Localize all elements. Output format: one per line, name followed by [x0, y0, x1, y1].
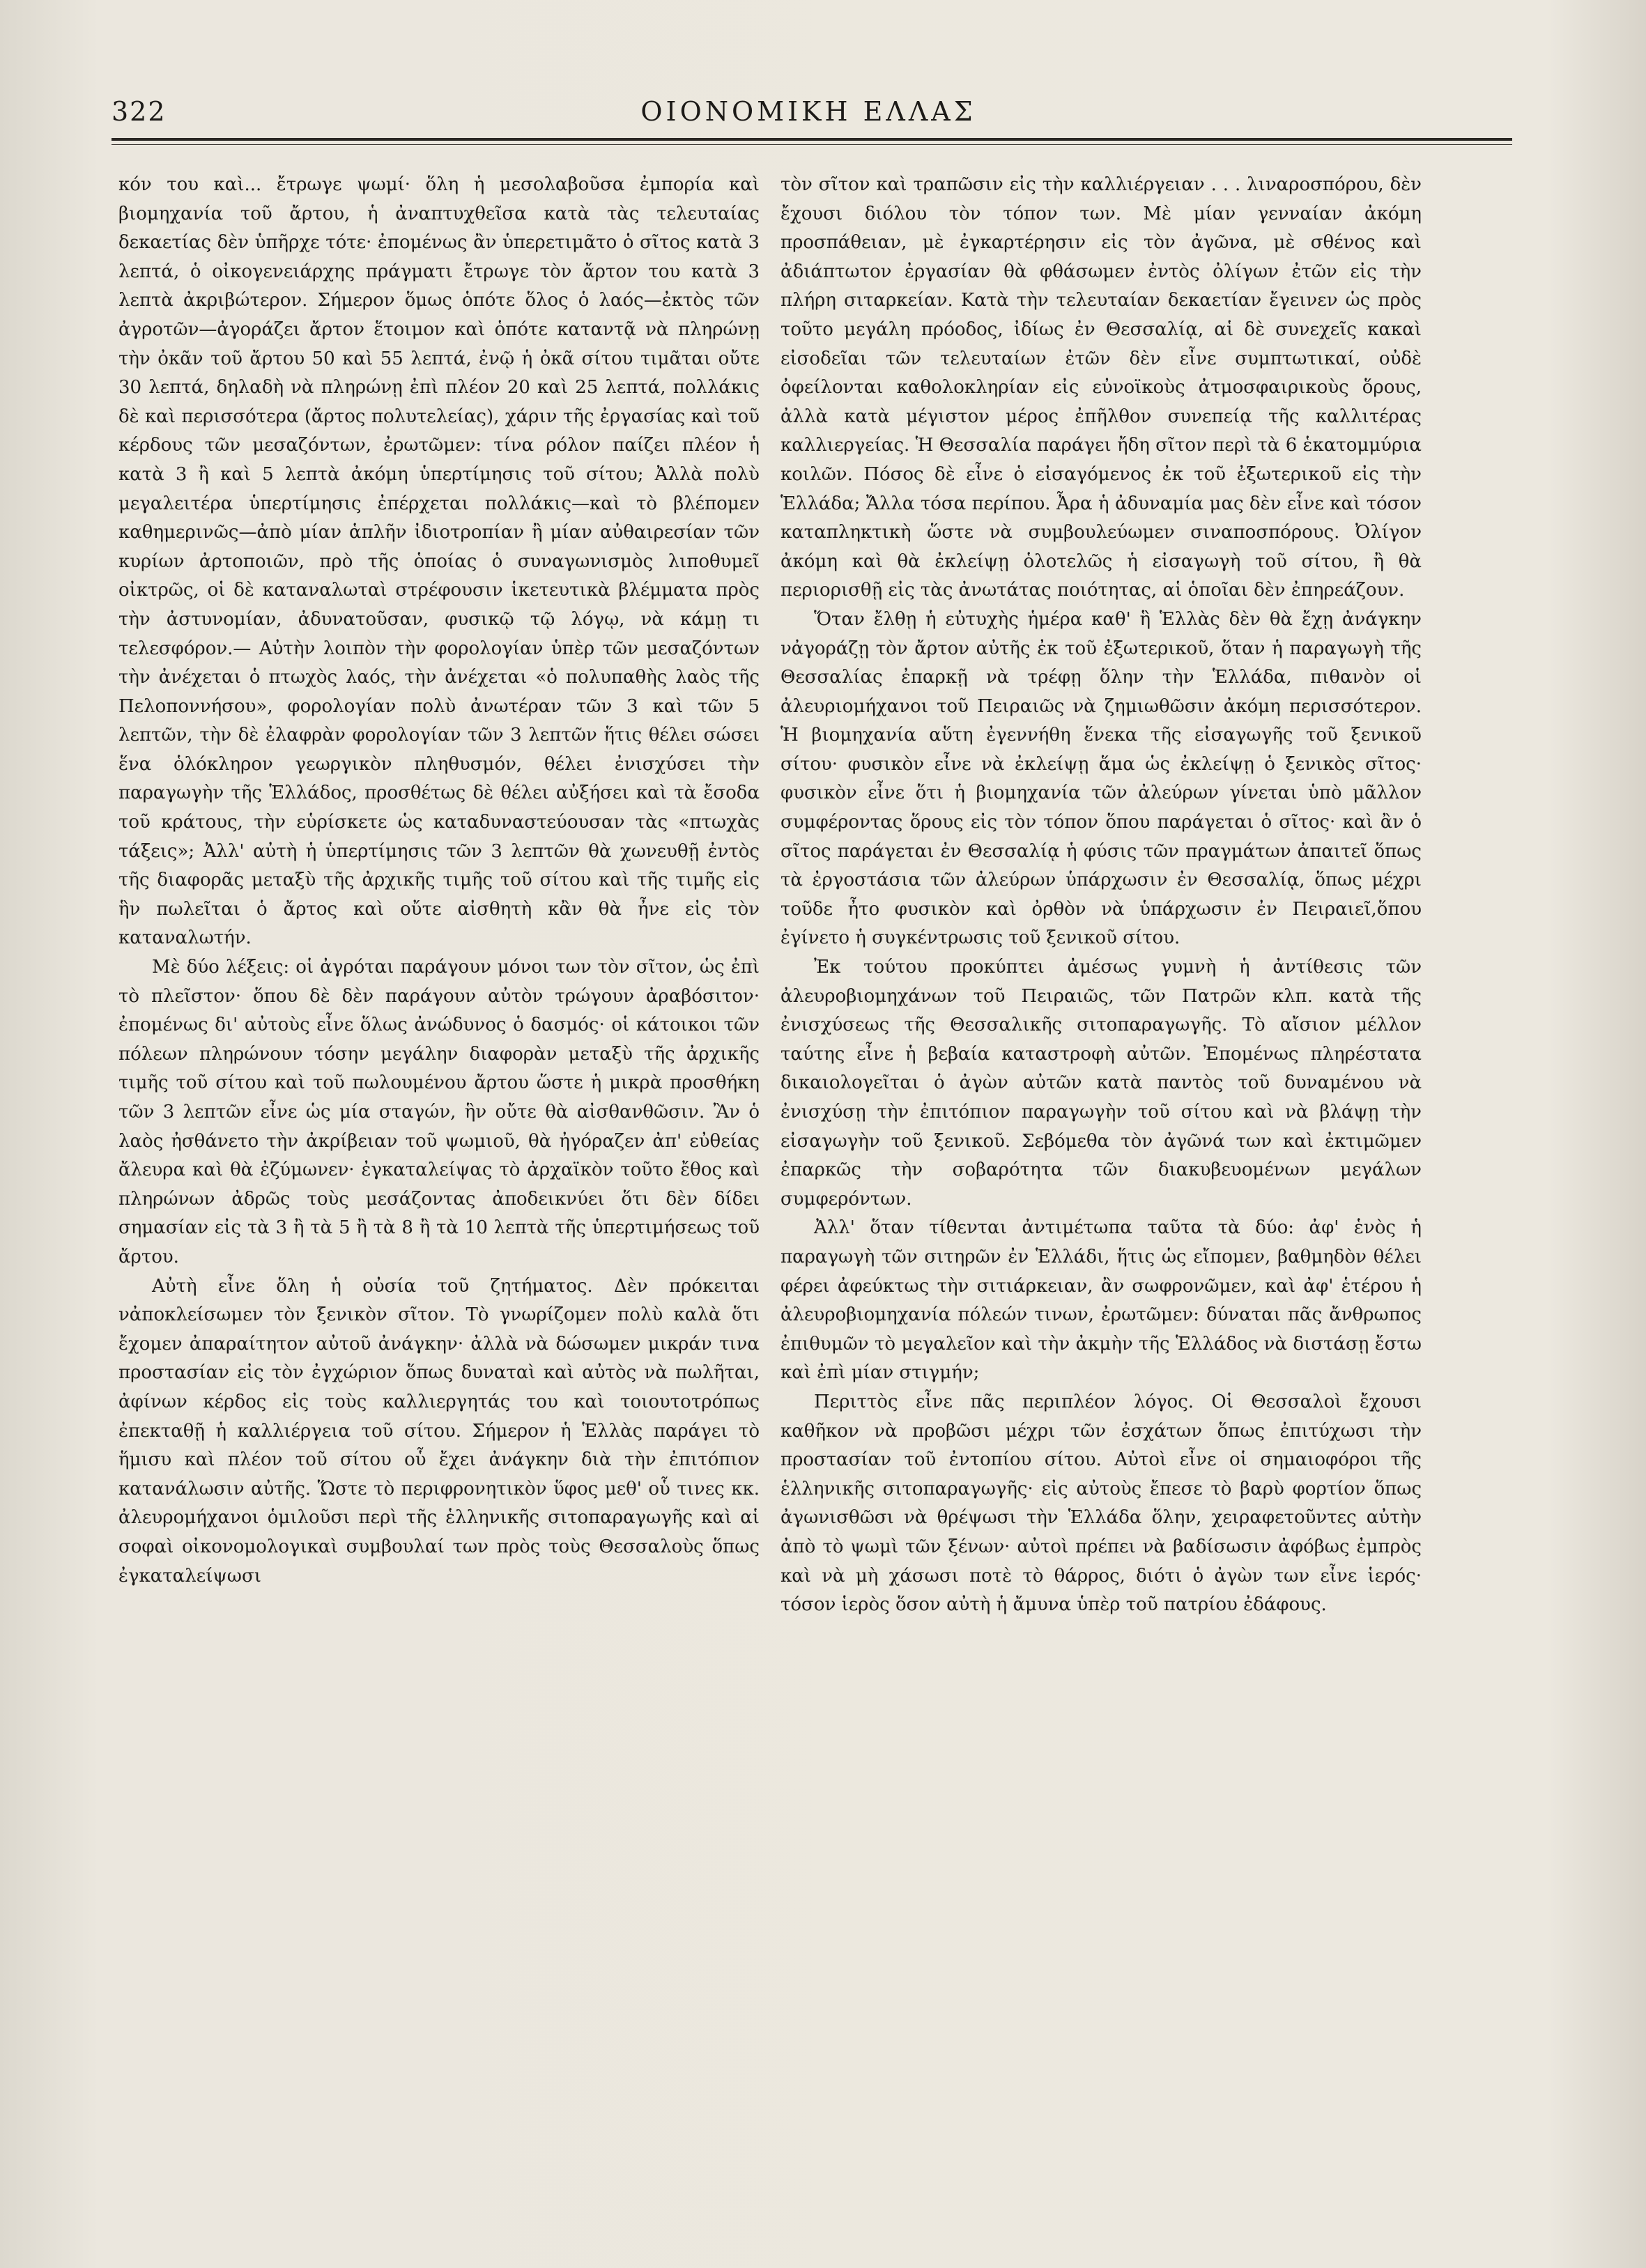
paragraph: τὸν σῖτον καὶ τραπῶσιν εἰς τὴν καλλιέργειαν . . . λιναροσπόρου, δὲν ἔχουσι διόλου τὸν τόπον των. Μὲ μίαν γενναίαν ἀκόμη προσπάθειαν, μὲ ἐγκαρτέρησιν εἰς τὸν ἀγῶνα, μὲ σθένος καὶ ἀδιάπτωτον ἐργασίαν θὰ φθάσωμεν ἐντὸς ὀλίγων ἐτῶν εἰς τὴν πλήρη σιταρκείαν. Κατὰ τὴν τελευταίαν δεκαετίαν ἔγεινεν ὡς πρὸς τοῦτο μεγάλη πρόοδος, ἰδίως ἐν Θεσσαλίᾳ, αἱ δὲ συνεχεῖς κακαὶ εἰσοδεῖαι τῶν τελευταίων ἐτῶν δὲν εἶνε συμπτωτικαί, οὐδὲ ὀφείλονται καθολοκληρίαν εἰς εὐνοϊκοὺς ἀτμοσφαιρικοὺς ὅρους, ἀλλὰ κατὰ μέγιστον μέρος ἐπῆλθον συνεπείᾳ τῆς καλλιτέρας καλλιεργείας. Ἡ Θεσσαλία παράγει ἤδη σῖτον περὶ τὰ 6 ἑκατομμύρια κοιλῶν. Πόσος δὲ εἶνε ὁ εἰσαγόμενος ἐκ τοῦ ἐξωτερικοῦ εἰς τὴν Ἑλλάδα; Ἄλλα τόσα περίπου. Ἆρα ἡ ἀδυναμία μας δὲν εἶνε καὶ τόσον καταπληκτικὴ ὥστε νὰ συμβουλεύωμεν σιναποσπόρους. Ὀλίγον ἀκόμη καὶ θὰ ἐκλείψῃ ὁλοτελῶς ἡ εἰσαγωγὴ τοῦ σίτου, ἢ θὰ περιορισθῇ εἰς τὰς ἀνωτάτας ποιότητας, αἱ ὁποῖαι δὲν ἐπηρεάζουν. [780, 174, 1422, 601]
paragraph: Ὅταν ἔλθῃ ἡ εὐτυχὴς ἡμέρα καθ' ἣ Ἑλλὰς δὲν θὰ ἔχῃ ἀνάγκην νἀγοράζῃ τὸν ἄρτον αὐτῆς ἐκ τοῦ ἐξωτερικοῦ, ὅταν ἡ παραγωγὴ τῆς Θεσσαλίας ἐπαρκῇ νὰ τρέφῃ ὅλην τὴν Ἑλλάδα, πιθανὸν οἱ ἀλευριομήχανοι τοῦ Πειραιῶς νὰ ζημιωθῶσιν ἀκόμη περισσότερον. Ἡ βιομηχανία αὕτη ἐγεννήθη ἕνεκα τῆς εἰσαγωγῆς τοῦ ξενικοῦ σίτου· φυσικὸν εἶνε νὰ ἐκλείψῃ ἅμα ὡς ἐκλείψῃ ὁ ξενικὸς σῖτος· φυσικὸν εἶνε ὅτι ἡ βιομηχανία τῶν ἀλεύρων γίνεται ὑπὸ μᾶλλον συμφέροντας ὅρους εἰς τὸν τόπον ὅπου παράγεται ὁ σῖτος· καὶ ἂν ὁ σῖτος παράγεται ἐν Θεσσαλίᾳ ἡ φύσις τῶν πραγμάτων ἀπαιτεῖ ὅπως τὰ ἐργοστάσια τῶν ἀλεύρων ὑπάρχωσιν ἐν Θεσσαλίᾳ, ὅπως μέχρι τοῦδε ἦτο φυσικὸν καὶ ὀρθὸν νὰ ὑπάρχωσιν ἐν Πειραιεῖ,ὅπου ἐγίνετο ἡ συγκέντρωσις τοῦ ξενικοῦ σίτου. [780, 608, 1422, 949]
paragraph: κόν του καὶ... ἔτρωγε ψωμί· ὅλη ἡ μεσολαβοῦσα ἐμπορία καὶ βιομηχανία τοῦ ἄρτου, ἡ ἀναπτυχθεῖσα κατὰ τὰς τελευταίας δεκαετίας δὲν ὑπῆρχε τότε· ἐπομένως ἂν ὑπερετιμᾶτο ὁ σῖτος κατὰ 3 λεπτά, ὁ οἰκογενειάρχης πράγματι ἔτρωγε τὸν ἄρτον του κατὰ 3 λεπτὰ ἀκριβώτερον. Σήμερον ὅμως ὁπότε ὅλος ὁ λαός—ἐκτὸς τῶν ἀγροτῶν—ἀγοράζει ἄρτον ἕτοιμον καὶ ὁπότε καταντᾷ νὰ πληρώνῃ τὴν ὀκᾶν τοῦ ἄρτου 50 καὶ 55 λεπτά, ἐνῷ ἡ ὀκᾶ σίτου τιμᾶται οὔτε 30 λεπτά, δηλαδὴ νὰ πληρώνῃ ἐπὶ πλέον 20 καὶ 25 λεπτά, πολλάκις δὲ καὶ περισσότερα (ἄρτος πολυτελείας), χάριν τῆς ἐργασίας καὶ τοῦ κέρδους τῶν μεσαζόντων, ἐρωτῶμεν: τίνα ρόλον παίζει πλέον ἡ κατὰ 3 ἢ καὶ 5 λεπτὰ ἀκόμη ὑπερτίμησις τοῦ σίτου; Ἀλλὰ πολὺ μεγαλειτέρα ὑπερτίμησις ἐπέρχεται πολλάκις—καὶ τὸ βλέπομεν καθημερινῶς—ἀπὸ μίαν ἁπλῆν ἰδιοτροπίαν ἢ μίαν αὐθαιρεσίαν τῶν κυρίων ἀρτοποιῶν, πρὸ τῆς ὁποίας ὁ συναγωνισμὸς λιποθυμεῖ οἰκτρῶς, οἱ δὲ καταναλωταὶ στρέφουσιν ἱκετευτικὰ βλέμματα πρὸς τὴν ἀστυνομίαν, ἀδυνατοῦσαν, φυσικῷ τῷ λόγῳ, νὰ κάμῃ τι τελεσφόρον.— Αὐτὴν λοιπὸν τὴν φορολογίαν ὑπὲρ τῶν μεσαζόντων τὴν ἀνέχεται ὁ πτωχὸς λαός, τὴν ἀνέχεται «ὁ πολυπαθὴς λαὸς τῆς Πελοποννήσου», φορολογίαν πολὺ ἀνωτέραν τῶν 3 καὶ τῶν 5 λεπτῶν, τὴν δὲ ἐλαφρὰν φορολογίαν τῶν 3 λεπτῶν ἥτις θέλει σώσει ἕνα ὁλόκληρον γεωργικὸν πληθυσμόν, θέλει ἐνισχύσει τὴν παραγωγὴν τῆς Ἑλλάδος, προσθέτως δὲ θέλει αὐξήσει καὶ τὰ ἔσοδα τοῦ κράτους, τὴν εὑρίσκετε ὡς καταδυναστεύουσαν τὰς «πτωχὰς τάξεις»; Ἀλλ' αὐτὴ ἡ ὑπερτίμησις τῶν 3 λεπτῶν θὰ χωνευθῇ ἐντὸς τῆς διαφορᾶς μεταξὺ τῆς ἀρχικῆς τιμῆς τοῦ σίτου καὶ τῆς τιμῆς εἰς ἣν πωλεῖται ὁ ἄρτος καὶ οὔτε αἰσθητὴ κἂν θὰ ἦνε εἰς τὸν καταναλωτήν. [118, 174, 760, 949]
left-column [118, 171, 760, 1591]
header-rule-thin [111, 144, 1512, 145]
paragraph: Αὐτὴ εἶνε ὅλη ἡ οὐσία τοῦ ζητήματος. Δὲν πρόκειται νἀποκλείσωμεν τὸν ξενικὸν σῖτον. Τὸ γνωρίζομεν πολὺ καλὰ ὅτι ἔχομεν ἀπαραίτητον αὐτοῦ ἀνάγκην· ἀλλὰ νὰ δώσωμεν μικράν τινα προστασίαν εἰς τὸν ἐγχώριον ὅπως δυναταὶ καὶ αὐτὸς νὰ πωλῆται, ἀφίνων κέρδος εἰς τοὺς καλλιεργητάς του καὶ τοιουτοτρόπως ἐπεκταθῇ ἡ καλλιέργεια τοῦ σίτου. Σήμερον ἡ Ἑλλὰς παράγει τὸ ἥμισυ καὶ πλέον τοῦ σίτου οὗ ἔχει ἀνάγκην διὰ τὴν ἐπιτόπιον κατανάλωσιν αὐτῆς. Ὥστε τὸ περιφρονητικὸν ὕφος μεθ' οὗ τινες κκ. ἀλευρομήχανοι ὁμιλοῦσι περὶ τῆς ἑλληνικῆς σιτοπαραγωγῆς καὶ αἱ σοφαὶ οἰκονομολογικαὶ συμβουλαί των πρὸς τοὺς Θεσσαλοὺς ὅπως ἐγκαταλείψωσι [118, 1275, 760, 1587]
page-number: 322 [111, 96, 167, 127]
paragraph: Ἀλλ' ὅταν τίθενται ἀντιμέτωπα ταῦτα τὰ δύο: ἀφ' ἑνὸς ἡ παραγωγὴ τῶν σιτηρῶν ἐν Ἑλλάδι, ἥτις ὡς εἴπομεν, βαθμηδὸν θέλει φέρει ἀφεύκτως τὴν σιτιάρκειαν, ἂν σωφρονῶμεν, καὶ ἀφ' ἑτέρου ἡ ἀλευροβιομηχανία πόλεών τινων, ἐρωτῶμεν: δύναται πᾶς ἄνθρωπος ἐπιθυμῶν τὸ μεγαλεῖον καὶ τὴν ἀκμὴν τῆς Ἑλλάδος νὰ διστάσῃ ἔστω καὶ ἐπὶ μίαν στιγμήν; [780, 1217, 1422, 1384]
right-column [780, 171, 1422, 1620]
page-header [111, 91, 1505, 132]
paragraph: Μὲ δύο λέξεις: οἱ ἀγρόται παράγουν μόνοι των τὸν σῖτον, ὡς ἐπὶ τὸ πλεῖστον· ὅπου δὲ δὲν παράγουν αὐτὸν τρώγουν ἀραβόσιτον· ἐπομένως δι' αὐτοὺς εἶνε ὅλως ἀνώδυνος ὁ δασμός· οἱ κάτοικοι τῶν πόλεων πληρώνουν τόσην μεγάλην διαφορὰν μεταξὺ τῆς ἀρχικῆς τιμῆς τοῦ σίτου καὶ τοῦ πωλουμένου ἄρτου ὥστε ἡ μικρὰ προσθήκη τῶν 3 λεπτῶν εἶνε ὡς μία σταγών, ἣν οὔτε θὰ αἰσθανθῶσιν. Ἂν ὁ λαὸς ἠσθάνετο τὴν ἀκρίβειαν τοῦ ψωμιοῦ, θὰ ἠγόραζεν ἀπ' εὐθείας ἄλευρα καὶ θὰ ἐζύμωνεν· ἐγκαταλείψας τὸ ἀρχαϊκὸν τοῦτο ἔθος καὶ πληρώνων ἀδρῶς τοὺς μεσάζοντας ἀποδεικνύει ὅτι δὲν δίδει σημασίαν εἰς τὰ 3 ἢ τὰ 5 ἢ τὰ 8 ἢ τὰ 10 λεπτὰ τῆς ὑπερτιμήσεως τοῦ ἄρτου. [118, 957, 760, 1267]
header-rule [111, 138, 1512, 141]
paragraph: Ἐκ τούτου προκύπτει ἀμέσως γυμνὴ ἡ ἀντίθεσις τῶν ἀλευροβιομηχάνων τοῦ Πειραιῶς, τῶν Πατρῶν κλπ. κατὰ τῆς ἐνισχύσεως τῆς Θεσσαλικῆς σιτοπαραγωγῆς. Τὸ αἴσιον μέλλον ταύτης εἶνε ἡ βεβαία καταστροφὴ αὐτῶν. Ἐπομένως πληρέστατα δικαιολογεῖται ὁ ἀγὼν αὐτῶν κατὰ παντὸς τοῦ δυναμένου νὰ ἐνισχύσῃ τὴν ἐπιτόπιον παραγωγὴν τοῦ σίτου καὶ νὰ βλάψῃ τὴν εἰσαγωγὴν τοῦ ξενικοῦ. Σεβόμεθα τὸν ἀγῶνά των καὶ ἐκτιμῶμεν ἐπαρκῶς τὴν σοβαρότητα τῶν διακυβευομένων μεγάλων συμφερόντων. [780, 957, 1422, 1210]
running-title: ΟΙΟΝΟΜΙΚΗ ΕΛΛΑΣ [640, 96, 976, 127]
paragraph: Περιττὸς εἶνε πᾶς περιπλέον λόγος. Οἱ Θεσσαλοὶ ἔχουσι καθῆκον νὰ προβῶσι μέχρι τῶν ἐσχάτων ὅπως ἐπιτύχωσι τὴν προστασίαν τοῦ ἐντοπίου σίτου. Αὐτοὶ εἶνε οἱ σημαιοφόροι τῆς ἑλληνικῆς σιτοπαραγωγῆς· εἰς αὐτοὺς ἔπεσε τὸ βαρὺ φορτίον ὅπως ἀγωνισθῶσι νὰ θρέψωσι τὴν Ἑλλάδα ὅλην, χειραφετοῦντες αὐτὴν ἀπὸ τὸ ψωμὶ τῶν ξένων· αὐτοὶ πρέπει νὰ βαδίσωσιν ἀφόβως ἐμπρὸς καὶ νὰ μὴ χάσωσι ποτὲ τὸ θάρρος, διότι ὁ ἀγὼν των εἶνε ἱερός· τόσον ἱερὸς ὅσον αὐτὴ ἡ ἄμυνα ὑπὲρ τοῦ πατρίου ἐδάφους. [780, 1391, 1422, 1616]
